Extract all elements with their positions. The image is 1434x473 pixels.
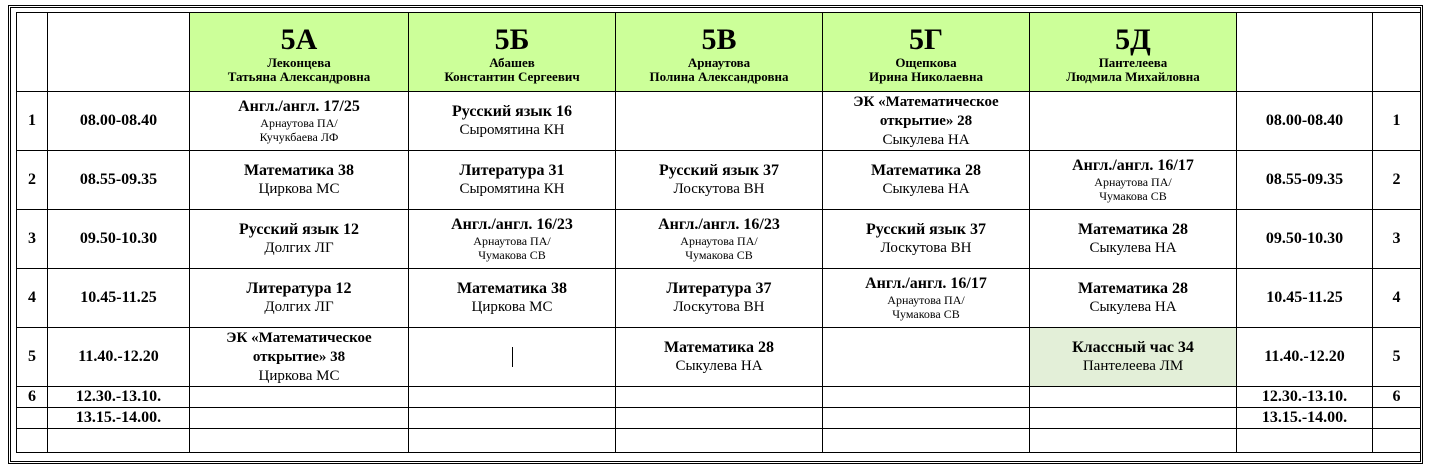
subject: Математика 38	[243, 161, 355, 179]
lesson-cell-empty[interactable]	[409, 387, 616, 408]
class-teacher-surname: Ощепкова	[895, 55, 957, 70]
blank-cell[interactable]	[1030, 429, 1237, 453]
teacher: Лоскутова ВН	[673, 298, 765, 315]
text-cursor	[512, 347, 513, 367]
subject: Математика 28	[1077, 220, 1189, 238]
lesson-cell[interactable]	[190, 328, 409, 387]
lesson-number: 2	[17, 151, 48, 210]
lesson-cell[interactable]	[190, 92, 409, 151]
teacher: Долгих ЛГ	[264, 239, 334, 256]
class-header-5b	[409, 13, 616, 92]
class-name: 5Д	[1115, 23, 1151, 56]
teacher: Сыкулева НА	[1089, 239, 1177, 256]
teacher: Циркова МС	[258, 367, 340, 384]
teacher: Чумакова СВ	[892, 307, 960, 321]
subject: Математика 28	[1077, 279, 1189, 297]
lesson-number: 1	[17, 92, 48, 151]
lesson-cell-empty[interactable]	[823, 328, 1030, 387]
lesson-cell[interactable]	[823, 269, 1030, 328]
class-teacher-name: Татьяна Александровна	[227, 69, 371, 84]
lesson-time-right: 08.55-09.35	[1237, 151, 1373, 210]
lesson-number-right: 4	[1373, 269, 1421, 328]
teacher: Сыкулева НА	[882, 131, 970, 148]
subject: Классный час 34	[1072, 338, 1194, 356]
subject-line-1: ЭК «Математическое	[853, 93, 999, 110]
teacher: Сыкулева НА	[1089, 298, 1177, 315]
lesson-cell[interactable]	[616, 151, 823, 210]
class-teacher-name: Полина Александровна	[649, 69, 789, 84]
class-name: 5Г	[908, 23, 944, 56]
lesson-time-right: 11.40.-12.20	[1237, 328, 1373, 387]
lesson-number-right: 5	[1373, 328, 1421, 387]
header-blank-time	[48, 13, 190, 92]
lesson-cell-empty[interactable]	[190, 408, 409, 429]
lesson-cell[interactable]	[823, 210, 1030, 269]
lesson-cell[interactable]	[190, 210, 409, 269]
teacher: Арнаутова ПА/	[887, 293, 965, 307]
lesson-number: 4	[17, 269, 48, 328]
teacher: Арнаутова ПА/	[680, 234, 758, 248]
class-teacher-surname: Пантелеева	[1098, 55, 1168, 70]
blank-cell[interactable]	[190, 429, 409, 453]
blank-cell[interactable]	[616, 429, 823, 453]
subject: Литература 31	[459, 161, 565, 179]
lesson-time-right: 13.15.-14.00.	[1237, 408, 1373, 429]
lesson-time-right: 12.30.-13.10.	[1237, 387, 1373, 408]
lesson-row	[17, 210, 1421, 269]
extra-row	[17, 408, 1421, 429]
subject: Математика 38	[456, 279, 568, 297]
lesson-number-right: 3	[1373, 210, 1421, 269]
teacher: Сыкулева НА	[675, 357, 763, 374]
lesson-number-right: 1	[1373, 92, 1421, 151]
teacher: Лоскутова ВН	[880, 239, 972, 256]
lesson-cell[interactable]	[409, 210, 616, 269]
lesson-cell[interactable]	[616, 210, 823, 269]
blank-cell[interactable]	[409, 429, 616, 453]
lesson-time: 08.00-08.40	[48, 92, 190, 151]
class-header-5g	[823, 13, 1030, 92]
teacher: Лоскутова ВН	[673, 180, 765, 197]
teacher: Чумакова СВ	[478, 248, 546, 262]
lesson-cell[interactable]	[823, 92, 1030, 151]
lesson-row	[17, 92, 1421, 151]
class-name: 5В	[701, 23, 737, 56]
subject: Математика 28	[870, 161, 982, 179]
lesson-cell[interactable]	[190, 151, 409, 210]
extra-row	[17, 387, 1421, 408]
class-teacher-name: Ирина Николаевна	[869, 69, 983, 84]
lesson-cell[interactable]	[409, 269, 616, 328]
lesson-cell[interactable]	[409, 151, 616, 210]
lesson-cell-empty[interactable]	[1030, 387, 1237, 408]
class-teacher-name: Константин Сергеевич	[444, 69, 580, 84]
lesson-cell[interactable]	[616, 328, 823, 387]
subject: Русский язык 37	[866, 220, 986, 238]
teacher: Сыкулева НА	[882, 180, 970, 197]
teacher: Чумакова СВ	[685, 248, 753, 262]
lesson-cell-empty[interactable]	[616, 408, 823, 429]
blank-cell	[1237, 429, 1373, 453]
lesson-number	[17, 408, 48, 429]
lesson-number-right: 6	[1373, 387, 1421, 408]
subject: Литература 37	[666, 279, 772, 297]
teacher: Арнаутова ПА/	[260, 116, 338, 130]
lesson-time: 09.50-10.30	[48, 210, 190, 269]
lesson-row	[17, 151, 1421, 210]
lesson-number-right: 2	[1373, 151, 1421, 210]
subject: Англ./англ. 16/23	[451, 216, 573, 233]
teacher: Сыромятина КН	[459, 121, 565, 138]
teacher: Сыромятина КН	[459, 180, 565, 197]
blank-cell[interactable]	[823, 429, 1030, 453]
teacher: Долгих ЛГ	[264, 298, 334, 315]
class-teacher-surname: Леконцева	[267, 55, 331, 70]
class-header-5v	[616, 13, 823, 92]
class-teacher-surname: Арнаутова	[687, 55, 751, 70]
teacher: Арнаутова ПА/	[473, 234, 551, 248]
header-row	[17, 13, 1421, 92]
lesson-cell-empty[interactable]	[1030, 92, 1237, 151]
class-teacher-name: Людмила Михайловна	[1066, 69, 1200, 84]
lesson-cell-empty[interactable]	[409, 328, 616, 387]
teacher: Арнаутова ПА/	[1094, 175, 1172, 189]
teacher: Кучукбаева ЛФ	[259, 130, 339, 144]
lesson-cell[interactable]	[1030, 269, 1237, 328]
subject: Литература 12	[246, 279, 352, 297]
lesson-cell[interactable]	[616, 269, 823, 328]
class-name: 5А	[280, 23, 318, 56]
subject-line-2: открытие» 38	[252, 348, 346, 365]
header-blank-num	[17, 13, 48, 92]
subject-line-2: открытие» 28	[879, 112, 973, 129]
lesson-cell-class-hour[interactable]	[1030, 328, 1237, 387]
lesson-cell[interactable]	[190, 269, 409, 328]
lesson-cell-empty[interactable]	[823, 408, 1030, 429]
blank-cell	[1373, 429, 1421, 453]
lesson-number: 3	[17, 210, 48, 269]
schedule-table	[16, 12, 1421, 453]
teacher: Циркова МС	[471, 298, 553, 315]
lesson-time: 12.30.-13.10.	[48, 387, 190, 408]
subject: Математика 28	[663, 338, 775, 356]
lesson-number: 5	[17, 328, 48, 387]
lesson-cell-empty[interactable]	[409, 408, 616, 429]
subject: Англ./англ. 16/23	[658, 216, 780, 233]
subject: Русский язык 37	[659, 161, 779, 179]
subject: Англ./англ. 16/17	[1072, 157, 1194, 174]
subject: Русский язык 16	[452, 102, 572, 120]
class-teacher-surname: Абашев	[489, 55, 535, 70]
class-name: 5Б	[494, 23, 530, 56]
lesson-time: 08.55-09.35	[48, 151, 190, 210]
lesson-cell[interactable]	[823, 151, 1030, 210]
lesson-time-right: 08.00-08.40	[1237, 92, 1373, 151]
lesson-cell-empty[interactable]	[190, 387, 409, 408]
lesson-cell-empty[interactable]	[823, 387, 1030, 408]
class-header-5a	[190, 13, 409, 92]
lesson-cell-empty[interactable]	[616, 92, 823, 151]
lesson-time-right: 09.50-10.30	[1237, 210, 1373, 269]
blank-cell	[48, 429, 190, 453]
lesson-time: 10.45-11.25	[48, 269, 190, 328]
subject: Русский язык 12	[239, 220, 359, 238]
lesson-time: 11.40.-12.20	[48, 328, 190, 387]
subject: Англ./англ. 16/17	[865, 275, 987, 292]
lesson-cell[interactable]	[1030, 210, 1237, 269]
lesson-number: 6	[17, 387, 48, 408]
lesson-time-right: 10.45-11.25	[1237, 269, 1373, 328]
lesson-cell-empty[interactable]	[616, 387, 823, 408]
subject-line-1: ЭК «Математическое	[226, 329, 372, 346]
teacher: Пантелеева ЛМ	[1082, 357, 1184, 374]
teacher: Циркова МС	[258, 180, 340, 197]
lesson-cell[interactable]	[409, 92, 616, 151]
lesson-row	[17, 269, 1421, 328]
header-blank-num-right	[1373, 13, 1421, 92]
lesson-cell-empty[interactable]	[1030, 408, 1237, 429]
blank-row	[17, 429, 1421, 453]
blank-cell	[17, 429, 48, 453]
header-blank-time-right	[1237, 13, 1373, 92]
lesson-number-right	[1373, 408, 1421, 429]
lesson-row	[17, 328, 1421, 387]
lesson-cell[interactable]	[1030, 151, 1237, 210]
lesson-time: 13.15.-14.00.	[48, 408, 190, 429]
teacher: Чумакова СВ	[1099, 189, 1167, 203]
class-header-5d	[1030, 13, 1237, 92]
subject: Англ./англ. 17/25	[238, 98, 360, 115]
